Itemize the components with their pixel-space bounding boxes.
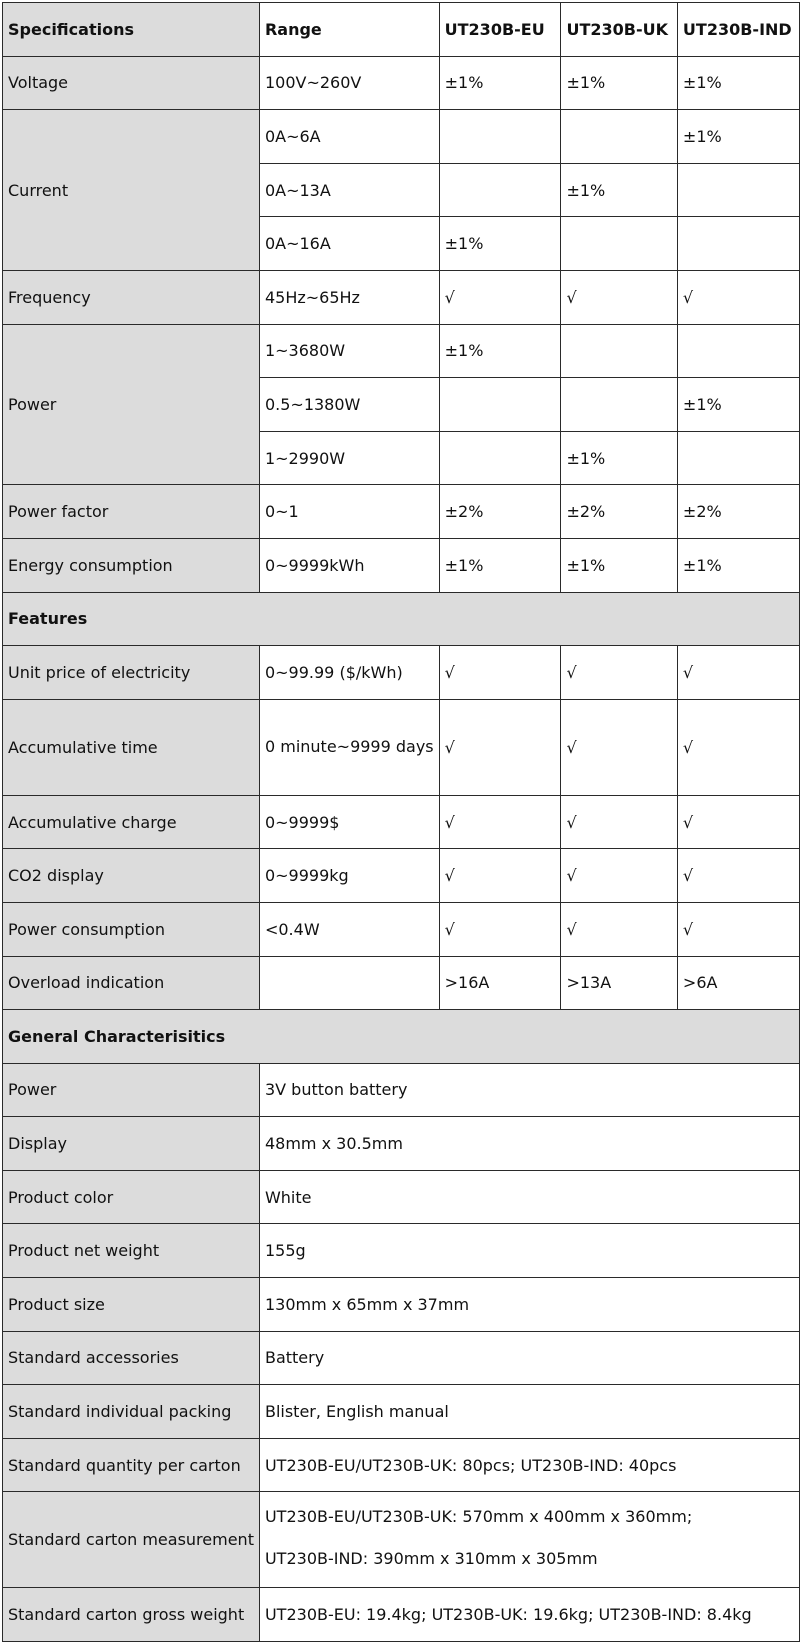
range-cell: 0~99.99 ($/kWh) [259,646,439,700]
row-label: Standard carton gross weight [3,1588,260,1642]
table-row [3,1170,800,1224]
value-cell [259,1492,799,1588]
table-row [3,646,800,700]
range-cell: 0 minute~9999 days [259,699,439,795]
uk-cell: √ [561,902,677,956]
eu-cell: √ [439,270,561,324]
table-row [3,485,800,539]
range-cell: 0A~6A [259,110,439,164]
range-cell: 0.5~1380W [259,378,439,432]
range-cell: 1~3680W [259,324,439,378]
uk-cell [561,378,677,432]
ind-cell: √ [677,270,799,324]
ind-cell: √ [677,902,799,956]
eu-cell: ±1% [439,56,561,110]
uk-cell: √ [561,795,677,849]
eu-cell: √ [439,795,561,849]
range-cell: 0~1 [259,485,439,539]
uk-cell: >13A [561,956,677,1010]
uk-cell: ±1% [561,56,677,110]
uk-cell: √ [561,849,677,903]
row-label: Energy consumption [3,538,260,592]
table-row [3,1385,800,1439]
row-label: Power factor [3,485,260,539]
value-line-2: UT230B-IND: 390mm x 310mm x 305mm [264,1549,598,1569]
row-label: Product net weight [3,1224,260,1278]
row-label: Product size [3,1278,260,1332]
eu-cell [439,431,561,485]
ind-cell: √ [677,646,799,700]
eu-cell [439,163,561,217]
table-row [3,1224,800,1278]
ind-cell: ±1% [677,56,799,110]
eu-cell [439,110,561,164]
row-label: Standard individual packing [3,1385,260,1439]
ind-cell: √ [677,795,799,849]
range-cell: 0A~16A [259,217,439,271]
eu-cell: ±1% [439,324,561,378]
header-ut230b-ind: UT230B-IND [677,3,799,57]
table-row [3,110,800,164]
eu-cell: √ [439,849,561,903]
ind-cell [677,324,799,378]
row-label: Accumulative time [3,699,260,795]
table-row [3,270,800,324]
header-ut230b-uk: UT230B-UK [561,3,677,57]
value-cell: UT230B-EU/UT230B-UK: 80pcs; UT230B-IND: 40pcs [259,1438,799,1492]
row-label: Accumulative charge [3,795,260,849]
spec-table [2,2,800,1642]
uk-cell: √ [561,646,677,700]
table-row [3,1331,800,1385]
range-cell: 100V~260V [259,56,439,110]
table-row [3,1438,800,1492]
features-section-title: Features [3,592,800,646]
table-row [3,324,800,378]
value-cell: 48mm x 30.5mm [259,1117,799,1171]
uk-cell: √ [561,699,677,795]
eu-cell [439,378,561,432]
ind-cell: ±1% [677,110,799,164]
value-cell: White [259,1170,799,1224]
row-label: Power consumption [3,902,260,956]
ind-cell: ±1% [677,538,799,592]
eu-cell: √ [439,699,561,795]
ind-cell [677,431,799,485]
value-cell: Battery [259,1331,799,1385]
table-row [3,849,800,903]
uk-cell [561,110,677,164]
value-cell: 155g [259,1224,799,1278]
eu-cell: ±1% [439,217,561,271]
uk-cell [561,217,677,271]
ind-cell [677,163,799,217]
table-row [3,1278,800,1332]
eu-cell: ±2% [439,485,561,539]
eu-cell: ±1% [439,538,561,592]
ind-cell: √ [677,699,799,795]
eu-cell: √ [439,902,561,956]
general-section-title: General Characterisitics [3,1010,800,1064]
ind-cell [677,217,799,271]
header-range: Range [259,3,439,57]
eu-cell: >16A [439,956,561,1010]
eu-cell: √ [439,646,561,700]
uk-cell: ±2% [561,485,677,539]
ind-cell: ±1% [677,378,799,432]
range-cell: 0~9999kWh [259,538,439,592]
row-label: Unit price of electricity [3,646,260,700]
uk-cell: ±1% [561,538,677,592]
row-label: Display [3,1117,260,1171]
row-label: Power [3,1063,260,1117]
table-row [3,795,800,849]
value-line-1: UT230B-EU/UT230B-UK: 570mm x 400mm x 360mm; [264,1507,693,1527]
table-row [3,1492,800,1588]
row-label: Standard accessories [3,1331,260,1385]
value-cell: 130mm x 65mm x 37mm [259,1278,799,1332]
value-cell: UT230B-EU: 19.4kg; UT230B-UK: 19.6kg; UT230B-IND: 8.4kg [259,1588,799,1642]
table-row [3,956,800,1010]
range-cell: 1~2990W [259,431,439,485]
uk-cell: √ [561,270,677,324]
row-label: Standard carton measurement [3,1492,260,1588]
table-row [3,538,800,592]
header-ut230b-eu: UT230B-EU [439,3,561,57]
ind-cell: ±2% [677,485,799,539]
uk-cell: ±1% [561,163,677,217]
table-row [3,1588,800,1642]
row-label: Overload indication [3,956,260,1010]
table-row [3,56,800,110]
section-header-row [3,1010,800,1064]
table-row [3,1117,800,1171]
value-cell: 3V button battery [259,1063,799,1117]
table-row [3,902,800,956]
row-label: Power [3,324,260,485]
row-label: Current [3,110,260,271]
range-cell: <0.4W [259,902,439,956]
range-cell: 0~9999$ [259,795,439,849]
range-cell: 0~9999kg [259,849,439,903]
row-label: CO2 display [3,849,260,903]
value-cell: Blister, English manual [259,1385,799,1439]
table-row [3,699,800,795]
range-cell [259,956,439,1010]
row-label: Product color [3,1170,260,1224]
range-cell: 0A~13A [259,163,439,217]
table-row [3,1063,800,1117]
uk-cell: ±1% [561,431,677,485]
header-specifications: Specifications [3,3,260,57]
section-header-row [3,592,800,646]
range-cell: 45Hz~65Hz [259,270,439,324]
row-label: Standard quantity per carton [3,1438,260,1492]
row-label: Frequency [3,270,260,324]
uk-cell [561,324,677,378]
table-header-row [3,3,800,57]
ind-cell: >6A [677,956,799,1010]
ind-cell: √ [677,849,799,903]
row-label: Voltage [3,56,260,110]
